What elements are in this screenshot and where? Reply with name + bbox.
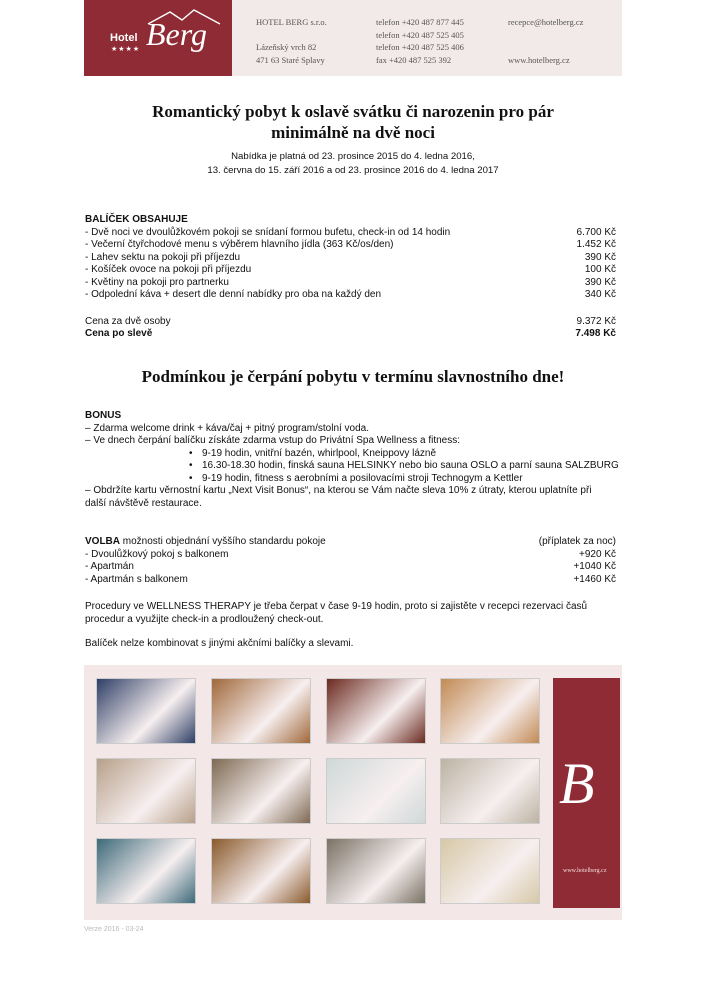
panel-website: www.hotelberg.cz (563, 868, 607, 874)
procedures-line-2: procedur a využijte check-in a prodloužený check-out. (85, 613, 324, 625)
upgrade-item (85, 574, 616, 587)
package-item (85, 277, 616, 290)
company-address (256, 16, 327, 66)
condition-heading: Podmínkou je čerpání pobytu v termínu slavnostního dne! (141, 367, 565, 386)
item-label: - Lahev sektu na pokoji při příjezdu (85, 251, 241, 263)
discount-value: 7.498 Kč (575, 328, 616, 339)
bonus-heading: BONUS (85, 410, 122, 421)
item-price: 1.452 Kč (576, 239, 616, 250)
item-price: +1460 Kč (573, 573, 616, 585)
logo-name: Berg (146, 16, 208, 52)
monogram: B (559, 751, 595, 816)
phone-list (376, 16, 464, 66)
photo-indoor-pool (96, 838, 196, 904)
package-item (85, 289, 616, 302)
item-price: 340 Kč (584, 289, 616, 300)
website-link[interactable]: www.hotelberg.cz (508, 54, 570, 65)
bonus-bullet: • 9-19 hodin, vnitřní bazén, whirlpool, Kneippovy lázně (189, 447, 437, 459)
total-row (85, 316, 616, 329)
item-price: +1040 Kč (573, 561, 616, 572)
package-item (85, 252, 616, 265)
surcharge-label: (příplatek za noc) (538, 536, 616, 547)
hotel-logo (84, 0, 232, 76)
bonus-bullet: • 9-19 hodin, fitness s aerobními a posilovacími stroji Technogym a Kettler (189, 472, 523, 484)
phone-line: telefon +420 487 877 445 (376, 17, 464, 27)
bullet-text: 9-19 hodin, fitness s aerobními a posilovacími stroji Technogym a Kettler (202, 472, 523, 484)
validity-line-1: Nabídka je platná od 23. prosince 2015 do 4. ledna 2016, (231, 151, 475, 162)
upgrade-heading-bold: VOLBA (85, 536, 120, 547)
upgrade-item (85, 549, 616, 562)
photo-sauna (211, 838, 311, 904)
package-section (85, 214, 616, 341)
company-line: HOTEL BERG s.r.o. (256, 17, 327, 27)
item-label: - Apartmán s balkonem (85, 573, 188, 585)
photo-whirlpool-bath (326, 758, 426, 824)
procedures-line-1: Procedury ve WELLNESS THERAPY je třeba čerpat v čase 9-19 hodin, proto si zajistěte v recepci rezervaci časů (85, 601, 588, 612)
item-label: - Dvoulůžkový pokoj s balkonem (85, 548, 229, 560)
bonus-line: – Zdarma welcome drink + káva/čaj + pitný program/stolní voda. (85, 422, 370, 434)
procedures-note (85, 601, 625, 626)
discount-label: Cena po slevě (85, 328, 153, 339)
brand-panel (553, 678, 620, 908)
photo-restaurant (211, 678, 311, 744)
bonus-bullet: • 16.30-18.30 hodin, finská sauna HELSINKY nebo bio sauna OSLO a parní sauna SALZBURG (189, 460, 619, 471)
validity-note (84, 150, 622, 178)
bonus-line: – Ve dnech čerpání balíčku získáte zdarma vstup do Privátní Spa Wellness a fitness: (85, 435, 461, 446)
version-footer: Verze 2016 - 03-24 (84, 926, 144, 933)
bonus-line: – Obdržíte kartu věrnostní kartu „Next Visit Bonus“, na kterou se Vám načte sleva 10% z útraty, kterou uplatníte při (85, 485, 592, 496)
item-label: - Květiny na pokoji pro partnerku (85, 276, 229, 288)
item-label: - Odpolední káva + desert dle denní nabídky pro oba na každý den (85, 289, 382, 300)
upgrade-section (85, 536, 616, 586)
item-price: 390 Kč (584, 276, 616, 288)
phone-line: fax +420 487 525 392 (376, 54, 452, 65)
bonus-line: další návštěvě restaurace. (85, 497, 202, 509)
bullet-text: 16.30-18.30 hodin, finská sauna HELSINKY nebo bio sauna OSLO a parní sauna SALZBURG (202, 460, 619, 471)
phone-line: telefon +420 487 525 406 (376, 42, 464, 52)
item-label: - Košíček ovoce na pokoji při příjezdu (85, 264, 252, 275)
bullet-text: 9-19 hodin, vnitřní bazén, whirlpool, Kneippovy lázně (202, 447, 437, 459)
company-line: Lázeňský vrch 82 (256, 42, 317, 52)
email-link[interactable]: recepce@hotelberg.cz (508, 17, 584, 27)
item-label: - Dvě noci ve dvoulůžkovém pokoji se snídaní formou bufetu, check-in od 14 hodin (85, 226, 451, 238)
upgrade-item (85, 561, 616, 574)
discount-row (85, 328, 616, 341)
item-price: 100 Kč (584, 264, 616, 275)
title-line-2: minimálně na dvě noci (271, 123, 435, 142)
package-item (85, 264, 616, 277)
package-item (85, 227, 616, 240)
item-price: +920 Kč (579, 548, 616, 560)
logo-hotel-text: Hotel (110, 32, 138, 44)
company-line: 471 63 Staré Splavy (256, 54, 325, 65)
item-price: 6.700 Kč (576, 226, 616, 238)
photo-bar (326, 678, 426, 744)
logo-stars: ★★★★ (111, 45, 141, 53)
total-value: 9.372 Kč (576, 315, 616, 327)
title-line-1: Romantický pobyt k oslavě svátku či narozenin pro pár (152, 102, 554, 121)
photo-fitness (326, 838, 426, 904)
package-item (85, 239, 616, 252)
photo-conference-hall (440, 838, 540, 904)
item-price: 390 Kč (584, 251, 616, 263)
item-label: - Apartmán (85, 561, 134, 572)
company-line (256, 29, 327, 42)
upgrade-heading (85, 536, 616, 549)
photo-hotel-exterior (96, 678, 196, 744)
phone-line: telefon +420 487 525 405 (376, 29, 464, 40)
page-title (84, 101, 622, 143)
total-label: Cena za dvě osoby (85, 315, 171, 327)
bonus-section (85, 410, 625, 510)
combine-note: Balíček nelze kombinovat s jinými akčními balíčky a slevami. (85, 638, 354, 649)
photo-relaxation (440, 758, 540, 824)
contact-web (508, 16, 583, 66)
upgrade-heading-text: možnosti objednání vyššího standardu pokoje (120, 536, 326, 547)
photo-massage-therapy (211, 758, 311, 824)
photo-bedroom (440, 678, 540, 744)
package-heading: BALÍČEK OBSAHUJE (85, 214, 188, 225)
validity-line-2: 13. června do 15. září 2016 a od 23. prosince 2016 do 4. ledna 2017 (207, 165, 499, 176)
photo-massage (96, 758, 196, 824)
item-label: - Večerní čtyřchodové menu s výběrem hlavního jídla (363 Kč/os/den) (85, 239, 394, 250)
